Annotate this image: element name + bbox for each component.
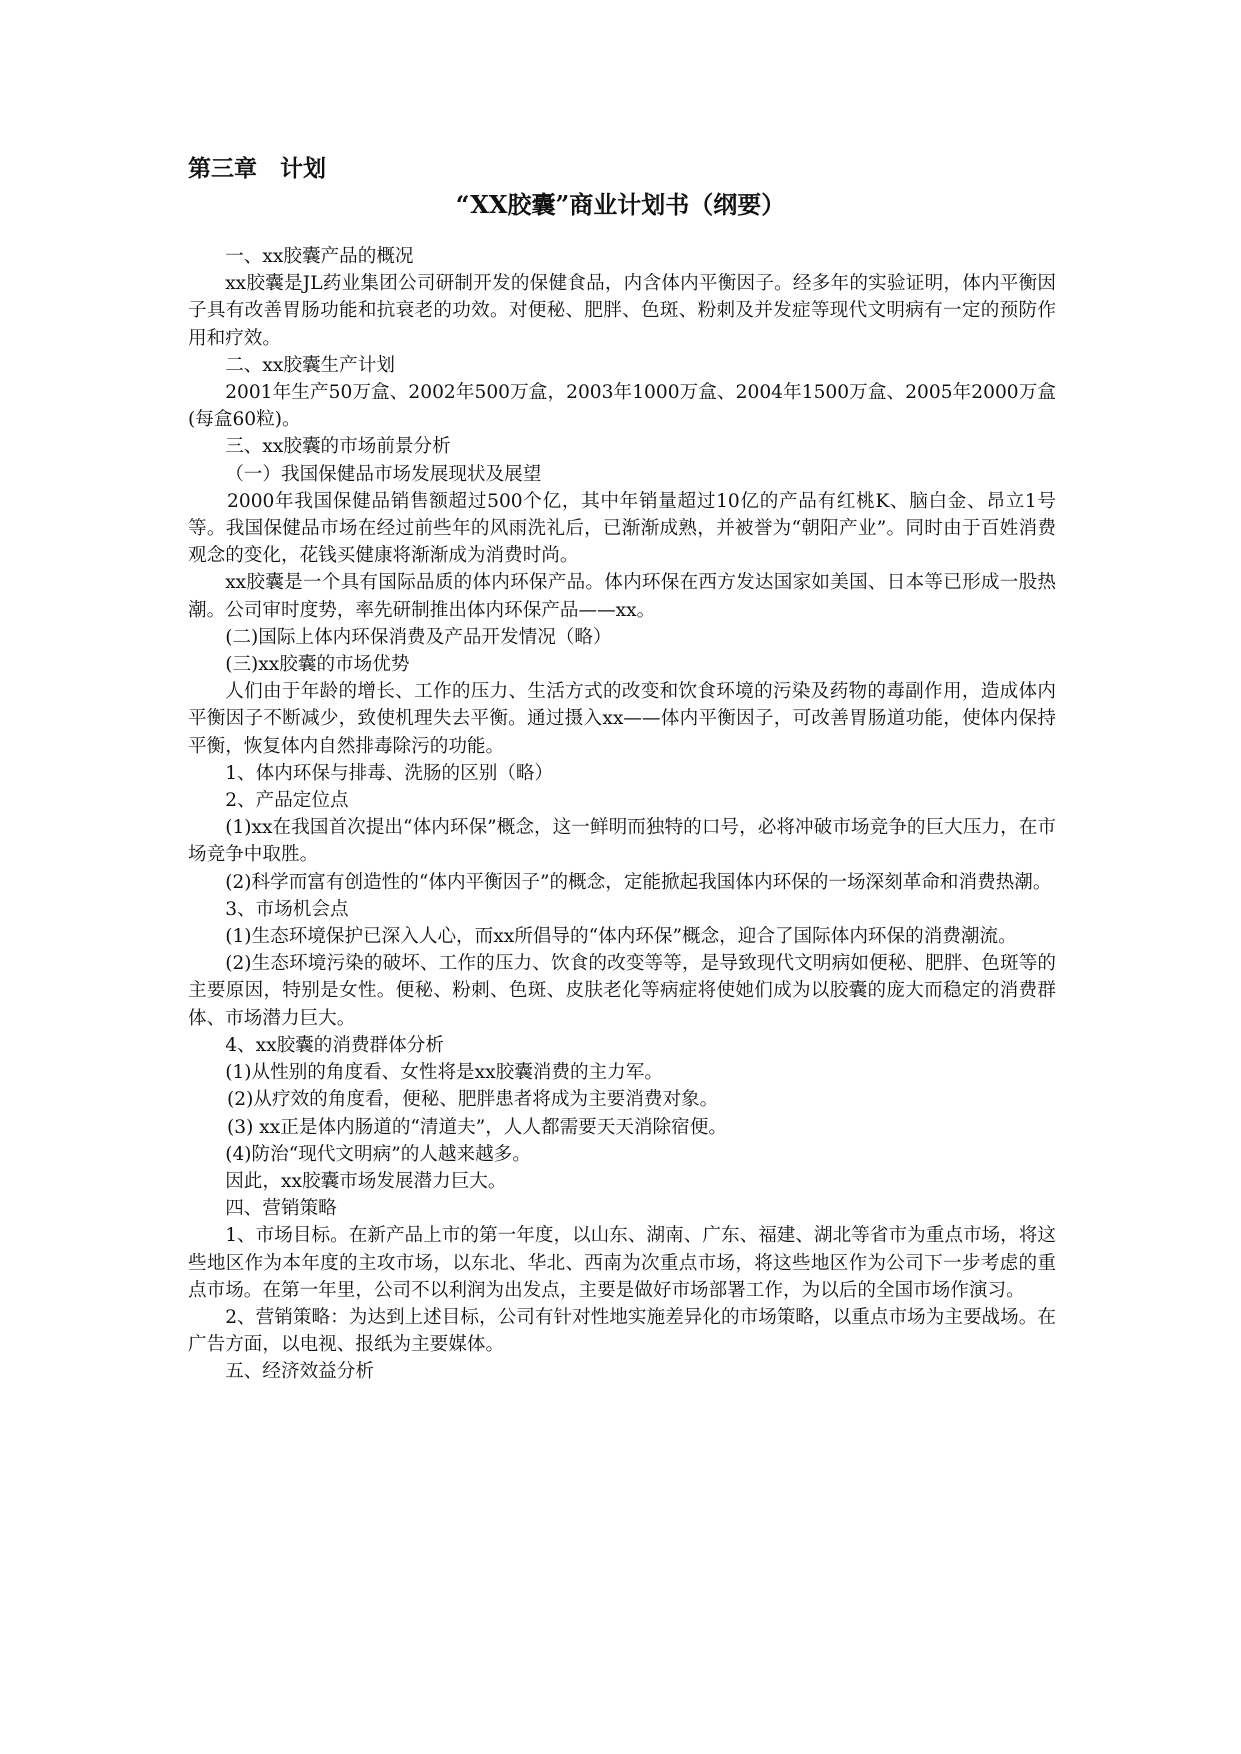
list-item: (2)科学而富有创造性的“体内平衡因子”的概念，定能掀起我国体内环保的一场深刻革命和消费热潮。 [225, 871, 1052, 893]
document-body [188, 243, 1056, 1386]
section-heading: 一、xx胶囊产品的概况 [225, 246, 414, 267]
paragraph: 2001年生产50万盒、2002年500万盒，2003年1000万盒、2004年1500万盒、2005年2000万盒(每盒60粒)。 [188, 382, 1056, 431]
chapter-heading: 第三章 计划 [188, 155, 326, 182]
list-heading: 1、体内环保与排毒、洗肠的区别（略） [225, 762, 554, 784]
section-heading: 四、营销策略 [225, 1198, 337, 1220]
paragraph: xx胶囊是JL药业集团公司研制开发的保健食品，内含体内平衡因子。经多年的实验证明，体内平衡因子具有改善胃肠功能和抗衰老的功效。对便秘、肥胖、色斑、粉刺及并发症等现代文明病有一定的预防作用和疗效。 [188, 273, 1056, 349]
document-title: “XX胶囊”商业计划书（纲要） [455, 190, 786, 219]
list-heading: 3、市场机会点 [225, 898, 349, 920]
list-item: (1)生态环境保护已深入人心，而xx所倡导的“体内环保”概念，迎合了国际体内环保的消费潮流。 [225, 926, 1017, 948]
list-item: (1)xx在我国首次提出“体内环保”概念，这一鲜明而独特的口号，必将冲破市场竞争的巨大压力，在市场竞争中取胜。 [188, 817, 1056, 866]
list-item: (4)防治“现代文明病”的人越来越多。 [225, 1143, 531, 1165]
paragraph: 因此，xx胶囊市场发展潜力巨大。 [225, 1170, 507, 1192]
section-heading: 三、xx胶囊的市场前景分析 [225, 436, 451, 458]
list-item: (2)生态环境污染的破坏、工作的压力、饮食的改变等等，是导致现代文明病如便秘、肥胖、色斑等的主要原因，特别是女性。便秘、粉刺、色斑、皮肤老化等病症将使她们成为以胶囊的庞大而稳定的消费群体、市场潜力巨大。 [188, 953, 1056, 1029]
paragraph: 2、营销策略：为达到上述目标，公司有针对性地实施差异化的市场策略，以重点市场为主要战场。在广告方面，以电视、报纸为主要媒体。 [188, 1306, 1056, 1356]
list-item: (2)从疗效的角度看，便秘、肥胖患者将成为主要消费对象。 [227, 1089, 719, 1111]
paragraph: 1、市场目标。在新产品上市的第一年度，以山东、湖南、广东、福建、湖北等省市为重点市场，将这些地区作为本年度的主攻市场，以东北、华北、西南为次重点市场，将这些地区作为公司下一步考虑的重点市场。在第一年里，公司不以利润为出发点，主要是做好市场部署工作，为以后的全国市场作演习。 [188, 1225, 1056, 1301]
list-heading: 2、产品定位点 [225, 790, 349, 812]
paragraph: 2000年我国保健品销售额超过500个亿，其中年销量超过10亿的产品有红桃K、脑白金、昂立1号等。我国保健品市场在经过前些年的风雨洗礼后，已渐渐成熟，并被誉为“朝阳产业”。同时由于百姓消费观念的变化，花钱买健康将渐渐成为消费时尚。 [188, 490, 1056, 567]
paragraph: 人们由于年龄的增长、工作的压力、生活方式的改变和饮食环境的污染及药物的毒副作用，造成体内平衡因子不断减少，致使机理失去平衡。通过摄入xx——体内平衡因子，可改善胃肠道功能，使体内保持平衡，恢复体内自然排毒除污的功能。 [188, 681, 1056, 757]
section-heading: 五、经济效益分析 [225, 1361, 374, 1383]
subsection-heading: (三)xx胶囊的市场优势 [225, 654, 410, 676]
subsection-heading: (二)国际上体内环保消费及产品开发情况（略） [225, 626, 612, 648]
list-heading: 4、xx胶囊的消费群体分析 [225, 1034, 444, 1056]
list-item: (1)从性别的角度看、女性将是xx胶囊消费的主力军。 [225, 1062, 663, 1084]
list-item: (3) xx正是体内肠道的“清道夫”，人人都需要天天消除宿便。 [227, 1116, 727, 1138]
paragraph: xx胶囊是一个具有国际品质的体内环保产品。体内环保在西方发达国家如美国、日本等已形成一股热潮。公司审时度势，率先研制推出体内环保产品——xx。 [188, 572, 1056, 621]
section-heading: 二、xx胶囊生产计划 [225, 354, 395, 376]
subsection-heading: （一）我国保健品市场发展现状及展望 [225, 463, 542, 485]
